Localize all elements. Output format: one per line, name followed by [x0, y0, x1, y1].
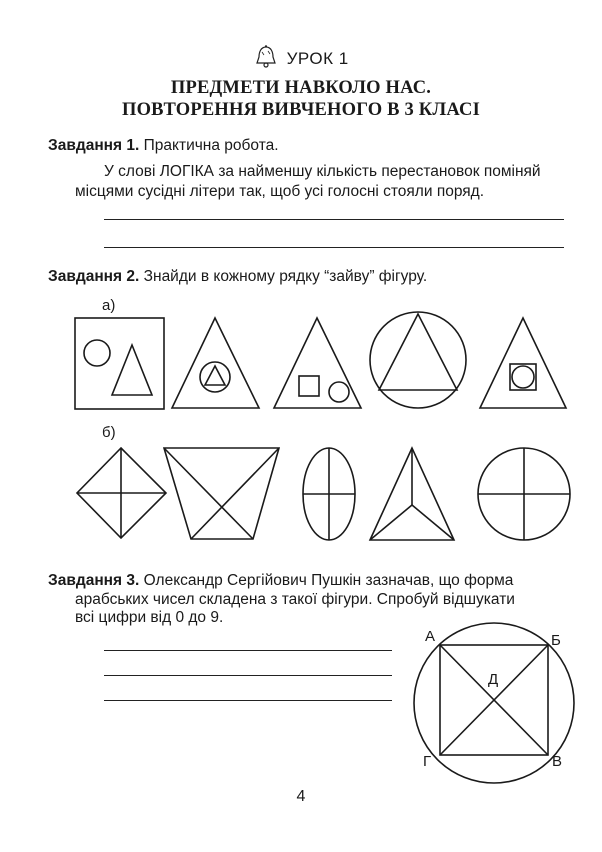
task1-label: Завдання 1.	[48, 137, 140, 154]
answer-line	[104, 675, 392, 676]
task3-text-line1: Олександр Сергійович Пушкін зазначав, що форма	[143, 572, 514, 589]
task2-label: Завдання 2.	[48, 268, 140, 285]
page-number: 4	[296, 788, 306, 805]
figure-a5-triangle-with-squared-circle	[480, 318, 566, 408]
point-label-d: Д	[488, 671, 499, 688]
figure-a2-triangle-with-circled-triangle	[172, 318, 259, 408]
figure-b4-triangle-with-medians	[370, 448, 454, 540]
task3-heading	[48, 572, 513, 590]
figure-a4-circle-with-triangle	[370, 312, 466, 408]
task3-text-line2: арабських чисел складена з такої фігури. Спробуй відшукати	[75, 591, 515, 608]
figure-a1-square-with-circle-and-triangle	[75, 318, 164, 409]
figure-b1-rhombus-with-cross	[77, 448, 166, 538]
task3-label: Завдання 3.	[48, 572, 140, 589]
page-title-line1: ПРЕДМЕТИ НАВКОЛО НАС.	[170, 78, 432, 98]
pushkin-figure-circle-square-diagonals	[414, 623, 574, 783]
task2-text: Знайди в кожному рядку “зайву” фігуру.	[143, 268, 428, 285]
figure-b5-circle-with-cross	[478, 448, 570, 540]
answer-line	[104, 650, 392, 651]
figure-b3-ellipse-with-cross	[303, 448, 355, 540]
point-label-v: В	[552, 753, 563, 770]
figure-b2-trapezoid-with-diagonals	[164, 448, 279, 539]
task1-text-line2: місцями сусідні літери так, щоб усі голосні стояли поряд.	[75, 183, 485, 200]
figure-a3-triangle-with-square-and-circle	[274, 318, 361, 408]
point-label-g: Г	[423, 753, 432, 770]
point-label-b: Б	[551, 632, 561, 649]
task1-text-line1: У слові ЛОГІКА за найменшу кількість перестановок поміняй	[104, 163, 541, 180]
row-a-label: а)	[102, 297, 116, 314]
task1-subtitle: Практична робота.	[143, 137, 279, 154]
answer-line	[104, 700, 392, 701]
page-title-line2: ПОВТОРЕННЯ ВИВЧЕНОГО В 3 КЛАСІ	[122, 100, 480, 120]
point-label-a: А	[425, 628, 436, 645]
row-b-label: б)	[102, 424, 116, 441]
task3-text-line3: всі цифри від 0 до 9.	[75, 609, 224, 626]
lesson-label: УРОК 1	[286, 48, 349, 68]
